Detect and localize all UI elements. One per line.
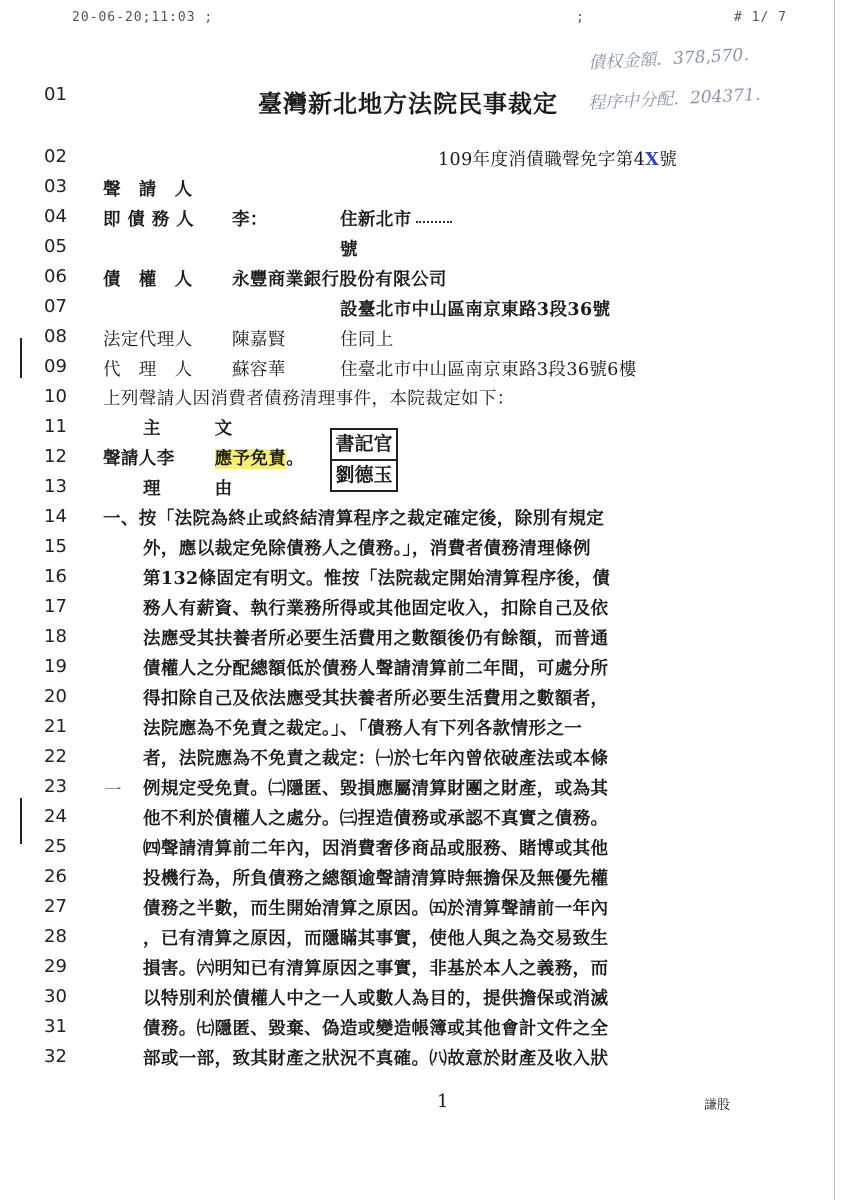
line-number: 25 <box>44 836 67 857</box>
body-line: 第132條固定有明文。惟按「法院裁定開始清算程序後，債 <box>143 569 611 589</box>
ruling-prefix: 聲請人李 <box>103 449 175 469</box>
body-line: 債權人之分配總額低於債務人聲請清算前二年間，可處分所 <box>143 659 609 679</box>
clerk-stamp <box>330 428 398 492</box>
handwritten-note-claim: 債权金額．378,570． <box>587 44 761 74</box>
debtor-address-text: 住新北市 <box>340 210 412 230</box>
agent-label: 代 理 人 <box>103 360 193 380</box>
margin-bar <box>20 338 22 378</box>
redacted-address <box>416 221 452 223</box>
line-number: 31 <box>44 1016 67 1037</box>
agent-address: 住臺北市中山區南京東路3段36號6樓 <box>340 360 637 380</box>
line-number: 27 <box>44 896 67 917</box>
creditor-name: 永豐商業銀行股份有限公司 <box>232 270 447 290</box>
stamp-title: 書記官 <box>332 430 396 461</box>
line-number: 29 <box>44 956 67 977</box>
line-number: 16 <box>44 566 67 587</box>
body-line: ㈣聲請清算前二年內，因消費奢侈商品或服務、賭博或其他 <box>143 839 609 859</box>
agent-name: 蘇容華 <box>232 360 286 380</box>
debtor-label: 即 債 務 人 <box>103 210 195 230</box>
line-number: 06 <box>44 266 67 287</box>
margin-mark: 一 <box>104 781 122 801</box>
debtor-address <box>340 206 452 231</box>
line-number: 15 <box>44 536 67 557</box>
body-line: 債務。㈦隱匿、毀棄、偽造或變造帳簿或其他會計文件之全 <box>143 1019 609 1039</box>
body-line: 投機行為，所負債務之總額逾聲請清算時無擔保及無優先權 <box>143 869 609 889</box>
legal-rep-name: 陳嘉賢 <box>232 330 286 350</box>
fax-mark: ; <box>576 10 585 25</box>
stamp-name: 劉德玉 <box>335 464 393 486</box>
line-number: 28 <box>44 926 67 947</box>
body-line: 者，法院應為不免責之裁定：㈠於七年內曾依破產法或本條 <box>143 749 609 769</box>
ruling <box>103 445 304 470</box>
margin-bar <box>20 798 22 844</box>
case-number <box>438 146 677 171</box>
main-heading: 主 文 <box>143 419 233 439</box>
line-number: 21 <box>44 716 67 737</box>
line-number: 30 <box>44 986 67 1007</box>
line-number: 07 <box>44 296 67 317</box>
line-number: 22 <box>44 746 67 767</box>
creditor-label: 債 權 人 <box>103 270 193 290</box>
applicant-label: 聲 請 人 <box>103 180 193 200</box>
line-number: 02 <box>44 146 67 167</box>
line-number: 20 <box>44 686 67 707</box>
line-number: 05 <box>44 236 67 257</box>
line-number: 19 <box>44 656 67 677</box>
body-line: ，已有清算之原因，而隱瞞其事實，使他人與之為交易致生 <box>143 929 609 949</box>
line-number: 13 <box>44 476 67 497</box>
body-line: 以特別利於債權人中之一人或數人為目的，提供擔保或消滅 <box>143 989 609 1009</box>
line-number: 08 <box>44 326 67 347</box>
line-number: 11 <box>44 416 67 437</box>
body-line: 法院應為不免責之裁定。」、「債務人有下列各款情形之一 <box>143 719 583 739</box>
line-number: 23 <box>44 776 67 797</box>
body-line: 他不利於債權人之處分。㈢捏造債務或承認不真實之債務。 <box>143 809 609 829</box>
page-number: 1 <box>437 1091 449 1112</box>
body-line: 債務之半數，而生開始清算之原因。㈤於清算聲請前一年內 <box>143 899 609 919</box>
handwritten-note-distribution: 程序中分配．204371． <box>587 84 773 114</box>
line-number: 04 <box>44 206 67 227</box>
body-line: 務人有薪資、執行業務所得或其他固定收入，扣除自己及依 <box>143 599 609 619</box>
line-number: 18 <box>44 626 67 647</box>
fax-page-indicator: # 1/ 7 <box>734 10 787 25</box>
line-number: 26 <box>44 866 67 887</box>
body-line: 法應受其扶養者所必要生活費用之數額後仍有餘額，而普通 <box>143 629 609 649</box>
body-line: 得扣除自己及依法應受其扶養者所必要生活費用之數額者， <box>143 689 609 709</box>
body-line: 外，應以裁定免除債務人之債務。」，消費者債務清理條例 <box>143 539 591 559</box>
line-number: 10 <box>44 386 67 407</box>
body-line: 部或一部，致其財產之狀況不真確。㈧故意於財產及收入狀 <box>143 1049 609 1069</box>
case-number-mark: X <box>645 150 660 170</box>
intro-text: 上列聲請人因消費者債務清理事件，本院裁定如下： <box>103 389 515 409</box>
line-number: 03 <box>44 176 67 197</box>
ruling-suffix: 。 <box>286 449 305 469</box>
legal-rep-address: 住同上 <box>340 330 394 350</box>
line-number: 17 <box>44 596 67 617</box>
body-line: 損害。㈥明知已有清算原因之事實，非基於本人之義務，而 <box>143 959 609 979</box>
ruling-highlight: 應予免責 <box>214 449 287 469</box>
line-number: 01 <box>44 84 67 105</box>
case-number-suffix: 號 <box>659 150 678 170</box>
division-label: 謙股 <box>704 1098 731 1113</box>
body-line: 例規定受免責。㈡隱匿、毀損應屬清算財團之財產，或為其 <box>143 779 609 799</box>
document-title: 臺灣新北地方法院民事裁定 <box>258 89 558 118</box>
line-number: 24 <box>44 806 67 827</box>
line-number: 09 <box>44 356 67 377</box>
line-number: 32 <box>44 1046 67 1067</box>
fax-timestamp: 20-06-20;11:03 ; <box>72 10 214 25</box>
case-number-prefix: 109年度消債職聲免字第4 <box>438 150 646 170</box>
body-line: 一、按「法院為終止或終結清算程序之裁定確定後，除別有規定 <box>103 509 605 529</box>
legal-rep-label: 法定代理人 <box>103 330 193 350</box>
creditor-address: 設臺北市中山區南京東路3段36號 <box>340 300 611 320</box>
debtor-name: 李： <box>232 210 268 230</box>
reason-heading: 理 由 <box>143 479 233 499</box>
debtor-address-line2: 號 <box>340 240 358 260</box>
line-number: 12 <box>44 446 67 467</box>
scan-edge <box>834 0 835 1200</box>
line-number: 14 <box>44 506 67 527</box>
